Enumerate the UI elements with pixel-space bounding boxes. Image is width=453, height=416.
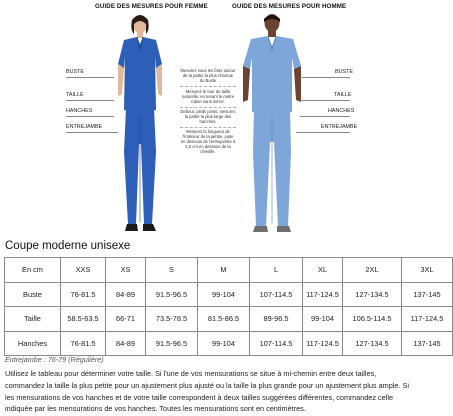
table-header-cell: L bbox=[250, 258, 303, 283]
note-taille: Mesurez le tour de taille naturelle, en tenant le mètre ruban sans serrer. bbox=[181, 89, 235, 105]
table-row bbox=[5, 282, 453, 307]
men-line-entrejambe bbox=[296, 132, 350, 133]
men-line-hanches bbox=[300, 116, 350, 117]
table-cell: 58.5-63.5 bbox=[61, 307, 106, 332]
table-cell: 66-71 bbox=[106, 307, 146, 332]
sizing-instructions: Utilisez le tableau pour déterminer votre taille. Si l'une de vos mensurations se situe à mi-chemin entre deux tailles, commandez la taille la plus petite pour un ajustement plus ajusté ou la taille la plus grande pour un ajustement plus ample. Si les mensurations de vos hanches et de votre taille correspondent à deux tailles suggérées différentes, commandez celle indiquée par les mensurations de vos hanches. Toutes les mensurations sont en centimètres. bbox=[5, 369, 409, 414]
table-cell: 127-134.5 bbox=[343, 282, 402, 307]
table-cell: 127-134.5 bbox=[343, 331, 402, 356]
table-cell: 137-145 bbox=[402, 331, 453, 356]
table-header-cell: En cm bbox=[5, 258, 61, 283]
note-divider bbox=[180, 86, 236, 87]
women-line-hanches bbox=[66, 116, 114, 117]
table-header-cell: XXS bbox=[61, 258, 106, 283]
men-guide-title: GUIDE DES MESURES POUR HOMME bbox=[232, 3, 347, 10]
table-cell: 99-104 bbox=[198, 331, 250, 356]
section-title: Coupe moderne unisexe bbox=[5, 240, 131, 252]
table-cell: 99-104 bbox=[198, 282, 250, 307]
note-divider bbox=[180, 127, 236, 128]
table-cell: 117-124.5 bbox=[303, 331, 343, 356]
table-cell: 107-114.5 bbox=[250, 331, 303, 356]
men-label-buste: BUSTE bbox=[335, 69, 353, 75]
women-label-hanches: HANCHES bbox=[66, 108, 93, 114]
women-guide-title: GUIDE DES MESURES POUR FEMME bbox=[95, 3, 208, 10]
table-cell: 137-145 bbox=[402, 282, 453, 307]
women-model-image bbox=[100, 12, 180, 238]
table-cell: 91.5-96.5 bbox=[146, 331, 198, 356]
inseam-note: Entrejambe : 76-79 (Régulière) bbox=[5, 355, 104, 364]
table-row bbox=[5, 331, 453, 356]
note-buste: Mesurez sous les bras autour de la partie la plus charnue du Buste bbox=[180, 68, 236, 84]
table-cell: 117-124.5 bbox=[303, 282, 343, 307]
men-line-taille bbox=[300, 100, 350, 101]
men-model-image bbox=[227, 12, 317, 238]
table-header-cell: 2XL bbox=[343, 258, 402, 283]
men-label-entrejambe: ENTREJAMBE bbox=[321, 124, 358, 130]
note-hanches: Debout, pieds joints, mesurez la partie la plus large des hanches. bbox=[180, 109, 236, 125]
table-cell: 84-89 bbox=[106, 331, 146, 356]
note-entrejambe: Mesurez la longueur de l'intérieur de la jambe, juste en dessous de l'entrejambe à 2,5 cm en dessous de la cheville. bbox=[180, 129, 236, 155]
women-label-buste: BUSTE bbox=[66, 69, 84, 75]
table-header-cell: M bbox=[198, 258, 250, 283]
table-cell: 84-89 bbox=[106, 282, 146, 307]
table-cell: 117-124.5 bbox=[402, 307, 453, 332]
men-label-hanches: HANCHES bbox=[328, 108, 355, 114]
table-header-cell: 3XL bbox=[402, 258, 453, 283]
women-line-buste bbox=[66, 77, 114, 78]
table-header-cell: S bbox=[146, 258, 198, 283]
women-label-taille: TAILLE bbox=[66, 92, 84, 98]
men-label-taille: TAILLE bbox=[334, 92, 352, 98]
table-row-label: Hanches bbox=[5, 331, 61, 356]
table-cell: 91.5-96.5 bbox=[146, 282, 198, 307]
women-label-entrejambe: ENTREJAMBE bbox=[66, 124, 103, 130]
table-cell: 99-104 bbox=[303, 307, 343, 332]
table-row bbox=[5, 307, 453, 332]
table-cell: 76-81.5 bbox=[61, 331, 106, 356]
men-line-buste bbox=[300, 77, 350, 78]
note-divider bbox=[180, 107, 236, 108]
table-row-label: Taille bbox=[5, 307, 61, 332]
table-row-label: Buste bbox=[5, 282, 61, 307]
table-cell: 81.5-86.5 bbox=[198, 307, 250, 332]
table-cell: 89-96.5 bbox=[250, 307, 303, 332]
table-cell: 107-114.5 bbox=[250, 282, 303, 307]
table-header-cell: XL bbox=[303, 258, 343, 283]
women-line-taille bbox=[66, 100, 114, 101]
table-cell: 76-81.5 bbox=[61, 282, 106, 307]
table-header-row bbox=[5, 258, 453, 283]
table-cell: 73.5-78.5 bbox=[146, 307, 198, 332]
size-table bbox=[4, 257, 453, 356]
table-cell: 106.5-114.5 bbox=[343, 307, 402, 332]
women-line-entrejambe bbox=[66, 132, 118, 133]
table-header-cell: XS bbox=[106, 258, 146, 283]
